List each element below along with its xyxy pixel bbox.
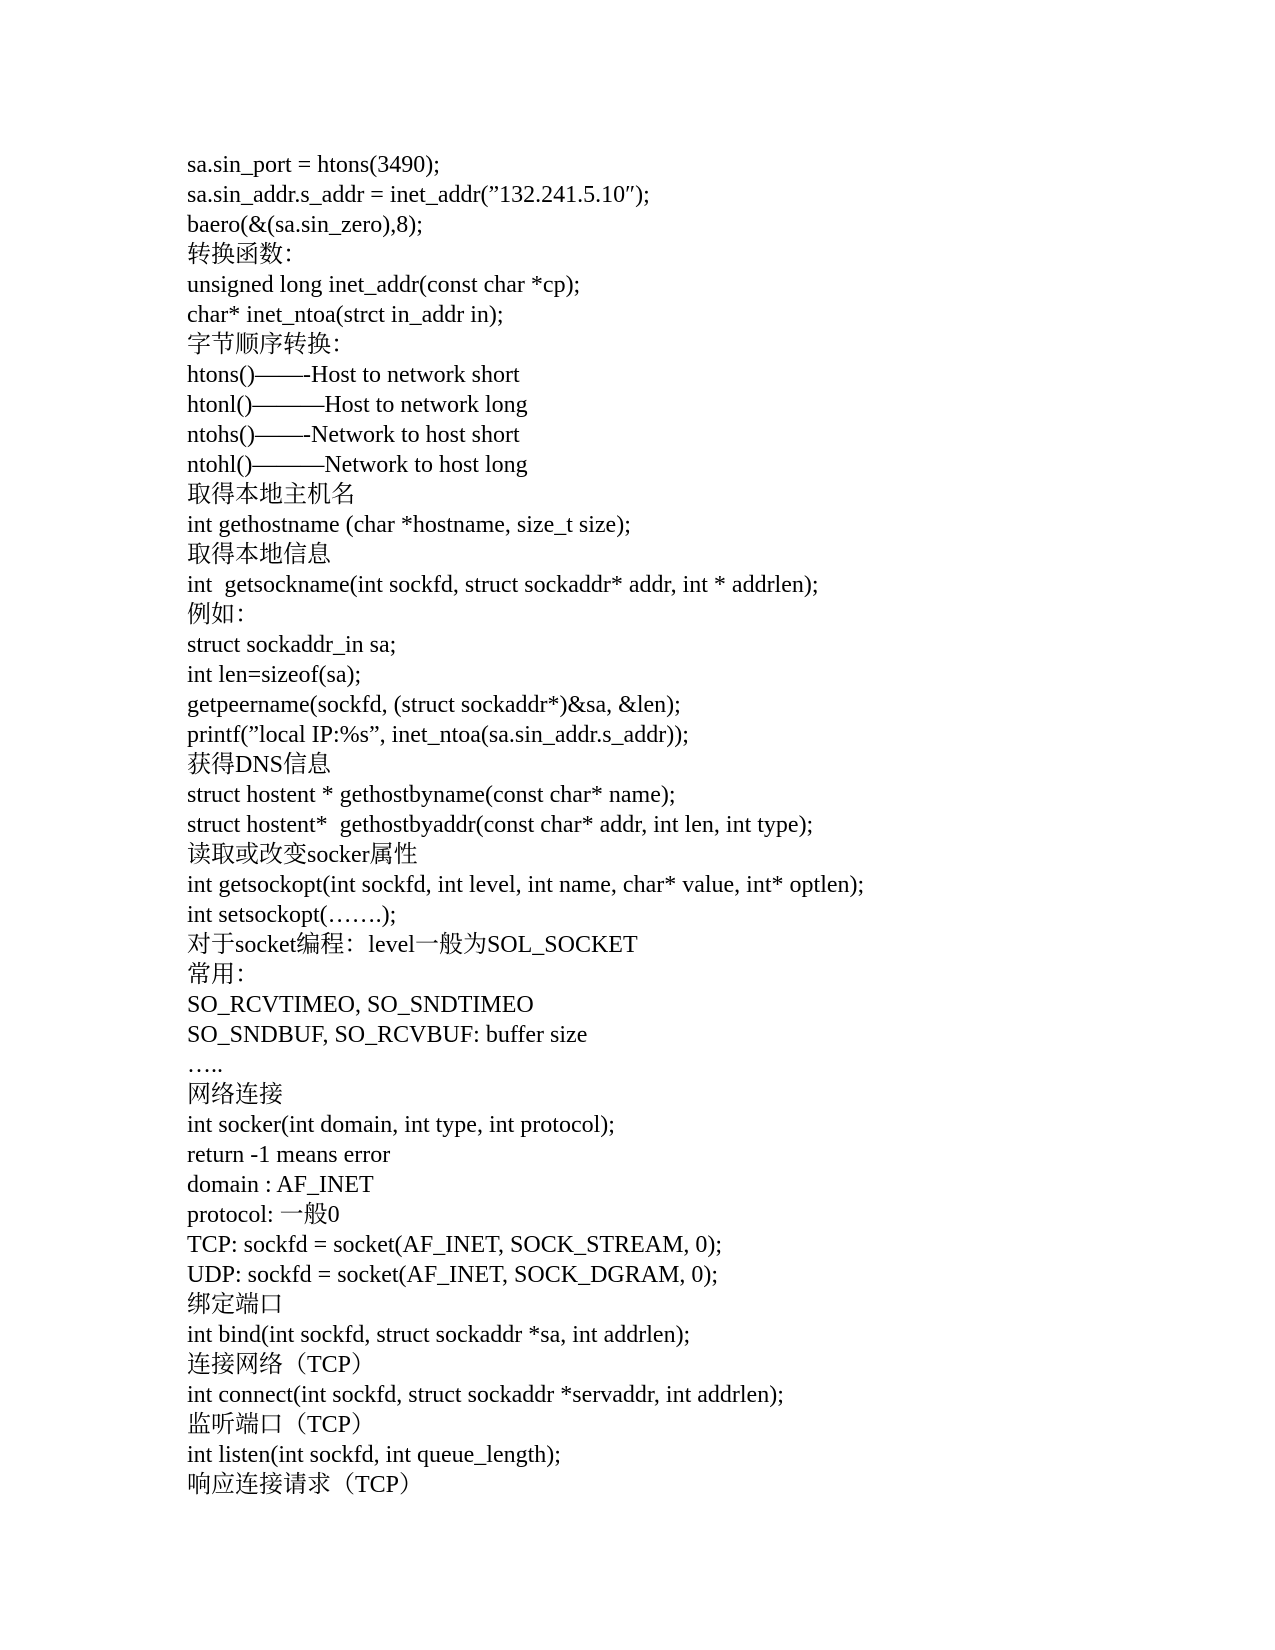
text-line: getpeername(sockfd, (struct sockaddr*)&sa, &len); [187, 692, 681, 718]
text-line: 对于socket编程：level一般为SOL_SOCKET [187, 932, 638, 958]
text-line: int listen(int sockfd, int queue_length); [187, 1442, 561, 1468]
section-heading: 连接网络（TCP） [187, 1352, 376, 1378]
section-heading: 读取或改变socker属性 [187, 842, 418, 868]
text-line: struct sockaddr_in sa; [187, 632, 397, 658]
text-line: SO_SNDBUF, SO_RCVBUF: buffer size [187, 1022, 588, 1048]
text-line: printf(”local IP:%s”, inet_ntoa(sa.sin_addr.s_addr)); [187, 722, 689, 748]
text-line: sa.sin_addr.s_addr = inet_addr(”132.241.5.10″); [187, 182, 650, 208]
document-body [187, 150, 1187, 1500]
section-heading: 网络连接 [187, 1082, 283, 1108]
text-line: htons()——-Host to network short [187, 362, 520, 388]
section-heading: 例如： [187, 602, 259, 628]
text-line: int gethostname (char *hostname, size_t size); [187, 512, 631, 538]
text-line: domain : AF_INET [187, 1172, 374, 1198]
text-line: int connect(int sockfd, struct sockaddr *servaddr, int addrlen); [187, 1382, 784, 1408]
text-line: htonl()———Host to network long [187, 392, 528, 418]
text-line: sa.sin_port = htons(3490); [187, 152, 440, 178]
section-heading: 获得DNS信息 [187, 752, 332, 778]
text-line: return -1 means error [187, 1142, 391, 1168]
text-line: int getsockname(int sockfd, struct sockaddr* addr, int * addrlen); [187, 572, 819, 598]
text-line: UDP: sockfd = socket(AF_INET, SOCK_DGRAM, 0); [187, 1262, 719, 1288]
text-line: struct hostent* gethostbyaddr(const char* addr, int len, int type); [187, 812, 814, 838]
text-line: unsigned long inet_addr(const char *cp); [187, 272, 581, 298]
text-line: SO_RCVTIMEO, SO_SNDTIMEO [187, 992, 534, 1018]
section-heading: 绑定端口 [187, 1292, 283, 1318]
section-heading: 响应连接请求（TCP） [187, 1472, 424, 1498]
text-line: int socker(int domain, int type, int protocol); [187, 1112, 615, 1138]
section-heading: 取得本地信息 [187, 542, 331, 568]
section-heading: 取得本地主机名 [187, 482, 355, 508]
text-line: int bind(int sockfd, struct sockaddr *sa, int addrlen); [187, 1322, 691, 1348]
section-heading: 转换函数： [187, 242, 307, 268]
text-line: int len=sizeof(sa); [187, 662, 362, 688]
text-line: protocol: 一般0 [187, 1202, 340, 1228]
text-line: int getsockopt(int sockfd, int level, int name, char* value, int* optlen); [187, 872, 865, 898]
section-heading: 常用： [187, 962, 259, 988]
section-heading: 字节顺序转换： [187, 332, 355, 358]
text-line: char* inet_ntoa(strct in_addr in); [187, 302, 504, 328]
text-line: ….. [187, 1052, 223, 1078]
text-line: baero(&(sa.sin_zero),8); [187, 212, 423, 238]
section-heading: 监听端口（TCP） [187, 1412, 376, 1438]
text-line: struct hostent * gethostbyname(const char* name); [187, 782, 676, 808]
text-line: int setsockopt(…….); [187, 902, 397, 928]
text-line: ntohs()——-Network to host short [187, 422, 520, 448]
text-line: TCP: sockfd = socket(AF_INET, SOCK_STREAM, 0); [187, 1232, 723, 1258]
text-line: ntohl()———Network to host long [187, 452, 528, 478]
